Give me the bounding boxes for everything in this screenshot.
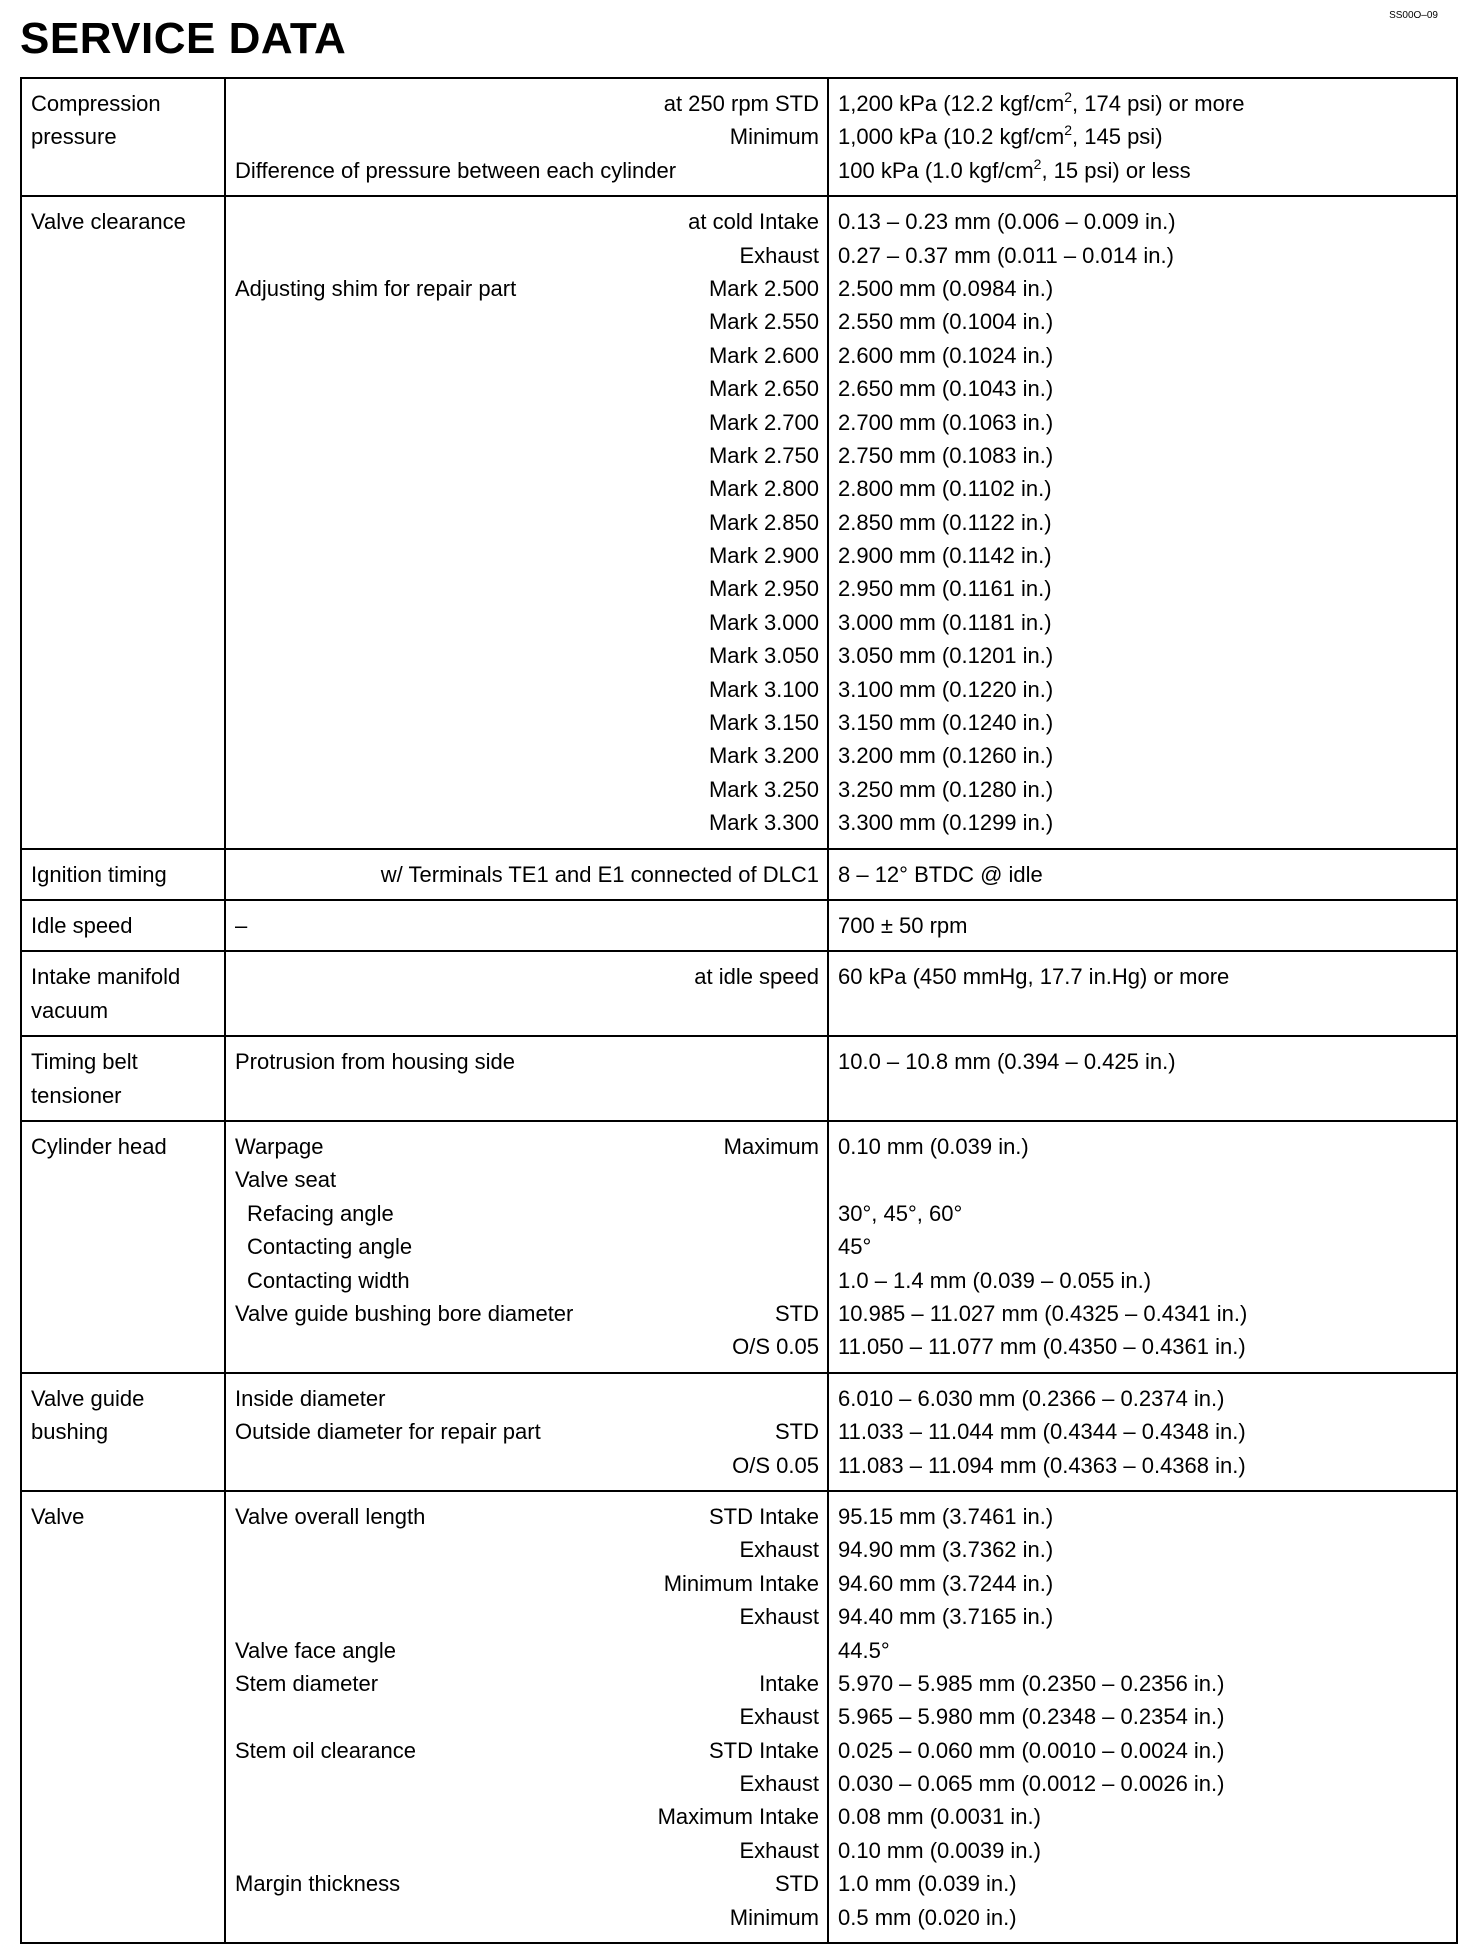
superscript: 2 xyxy=(1033,155,1042,172)
spec-value: 0.10 mm (0.0039 in.) xyxy=(838,1837,1041,1863)
condition-label: Margin thickness xyxy=(235,1871,401,1897)
condition-qualifier: Mark 2.800 xyxy=(708,476,819,502)
condition-cell xyxy=(225,900,828,951)
condition-line xyxy=(235,909,819,942)
spec-row xyxy=(21,1121,1457,1373)
spec-row xyxy=(21,849,1457,900)
condition-label xyxy=(235,305,709,338)
condition-line xyxy=(235,773,819,806)
condition-qualifier: Exhaust xyxy=(739,1704,819,1730)
spec-value: 0.5 mm (0.020 in.) xyxy=(838,1904,1017,1930)
condition-label xyxy=(235,1567,664,1600)
condition-qualifier: STD Intake xyxy=(708,1737,819,1763)
condition-line xyxy=(235,572,819,605)
spec-value: 2.650 mm (0.1043 in.) xyxy=(838,376,1054,402)
spec-value: 2.800 mm (0.1102 in.) xyxy=(838,476,1052,502)
item-name-cell: Valve guide bushing xyxy=(21,1373,225,1491)
condition-line xyxy=(235,1533,819,1566)
condition-label xyxy=(235,572,709,605)
spec-value: 0.08 mm (0.0031 in.) xyxy=(838,1804,1041,1830)
condition-qualifier: Exhaust xyxy=(739,1771,819,1797)
condition-qualifier: Minimum xyxy=(729,124,819,150)
condition-line xyxy=(235,858,819,891)
condition-line xyxy=(235,673,819,706)
condition-line xyxy=(235,472,819,505)
condition-label xyxy=(235,205,688,238)
spec-value: 11.050 – 11.077 mm (0.4350 – 0.4361 in.) xyxy=(838,1334,1246,1360)
condition-line xyxy=(235,506,819,539)
condition-line xyxy=(235,960,819,993)
condition-line xyxy=(235,1415,819,1448)
value-cell xyxy=(828,1121,1457,1373)
condition-label: Valve face angle xyxy=(235,1637,397,1663)
condition-line xyxy=(235,994,819,1027)
condition-line xyxy=(235,1330,819,1363)
condition-line xyxy=(235,239,819,272)
spec-value: 1.0 mm (0.039 in.) xyxy=(838,1871,1017,1897)
condition-line xyxy=(235,1867,819,1900)
condition-label xyxy=(235,539,709,572)
condition-line xyxy=(235,272,819,305)
condition-cell xyxy=(225,78,828,196)
condition-qualifier: at 250 rpm STD xyxy=(663,91,819,116)
condition-qualifier: O/S 0.05 xyxy=(732,1452,819,1478)
condition-qualifier: w/ Terminals TE1 and E1 connected of DLC1 xyxy=(380,861,819,887)
spec-row xyxy=(21,1491,1457,1943)
condition-qualifier: STD Intake xyxy=(708,1503,819,1529)
condition-label xyxy=(235,1330,732,1363)
spec-row xyxy=(21,951,1457,1036)
condition-label xyxy=(235,439,709,472)
superscript: 2 xyxy=(1064,122,1073,139)
condition-line xyxy=(235,1500,819,1533)
condition-label: Valve guide bushing bore diameter xyxy=(235,1300,574,1326)
spec-value: 3.200 mm (0.1260 in.) xyxy=(838,743,1054,769)
condition-label xyxy=(235,339,709,372)
item-name-cell: Timing belt tensioner xyxy=(21,1036,225,1121)
spec-value: 1,000 kPa (10.2 kgf/$cm^2$, 145 psi) xyxy=(838,122,1163,150)
condition-label xyxy=(235,506,709,539)
spec-value: 94.40 mm (3.7165 in.) xyxy=(838,1604,1054,1630)
condition-qualifier: STD xyxy=(775,1871,819,1897)
condition-qualifier: Mark 3.200 xyxy=(708,743,819,769)
spec-value: 3.250 mm (0.1280 in.) xyxy=(838,776,1054,802)
condition-qualifier: Exhaust xyxy=(739,1604,819,1630)
condition-qualifier: Maximum xyxy=(723,1134,819,1160)
spec-value: 1,200 kPa (12.2 kgf/$cm^2$, 174 psi) or more xyxy=(838,89,1245,116)
value-cell xyxy=(828,1373,1457,1491)
condition-label: Difference of pressure between each cylinder xyxy=(235,157,677,183)
condition-label: Contacting width xyxy=(247,1267,410,1293)
condition-label xyxy=(235,706,709,739)
condition-line xyxy=(235,1130,819,1163)
item-name-cell: Compression pressure xyxy=(21,78,225,196)
spec-value: 6.010 – 6.030 mm (0.2366 – 0.2374 in.) xyxy=(838,1385,1225,1411)
condition-qualifier: Mark 2.950 xyxy=(708,576,819,602)
condition-label: – xyxy=(235,913,248,938)
spec-value: 95.15 mm (3.7461 in.) xyxy=(838,1503,1054,1529)
condition-qualifier: Mark 2.900 xyxy=(708,543,819,569)
condition-line xyxy=(235,806,819,839)
condition-label: Stem oil clearance xyxy=(235,1737,416,1763)
condition-label xyxy=(235,994,819,1027)
condition-qualifier: Mark 2.550 xyxy=(708,309,819,335)
spec-value: 0.030 – 0.065 mm (0.0012 – 0.0026 in.) xyxy=(838,1771,1225,1797)
condition-cell xyxy=(225,1373,828,1491)
condition-qualifier: Mark 3.100 xyxy=(708,676,819,702)
value-cell xyxy=(828,78,1457,196)
condition-label xyxy=(235,239,740,272)
condition-label xyxy=(235,472,709,505)
condition-line xyxy=(235,1834,819,1867)
condition-cell xyxy=(225,1491,828,1943)
condition-label xyxy=(235,1901,730,1934)
spec-value: 45° xyxy=(838,1234,872,1260)
condition-qualifier: Mark 2.750 xyxy=(708,442,819,468)
spec-value: 2.500 mm (0.0984 in.) xyxy=(838,275,1054,301)
condition-line xyxy=(235,205,819,238)
condition-qualifier: Intake xyxy=(759,1670,819,1696)
spec-value: 100 kPa (1.0 kgf/$cm^2$, 15 psi) or less xyxy=(838,155,1191,183)
condition-qualifier: Mark 2.600 xyxy=(708,342,819,368)
spec-value: 3.050 mm (0.1201 in.) xyxy=(838,643,1054,669)
condition-label: Adjusting shim for repair part xyxy=(235,275,517,301)
service-data-body xyxy=(21,78,1457,1943)
condition-line xyxy=(235,1449,819,1482)
condition-label xyxy=(235,1834,740,1867)
item-name-cell: Idle speed xyxy=(21,900,225,951)
condition-label: Contacting angle xyxy=(247,1234,413,1260)
spec-row xyxy=(21,78,1457,196)
item-name-cell: Valve clearance xyxy=(21,196,225,848)
condition-label xyxy=(235,1800,658,1833)
condition-line xyxy=(235,439,819,472)
condition-line xyxy=(235,154,819,187)
condition-line xyxy=(235,1264,819,1297)
spec-value: 2.950 mm (0.1161 in.) xyxy=(838,576,1052,602)
condition-line xyxy=(235,1230,819,1263)
condition-label xyxy=(235,1600,740,1633)
condition-qualifier: at idle speed xyxy=(694,964,819,990)
spec-value: 2.750 mm (0.1083 in.) xyxy=(838,442,1054,468)
condition-label xyxy=(235,858,381,891)
condition-label xyxy=(235,1533,740,1566)
spec-value: 10.985 – 11.027 mm (0.4325 – 0.4341 in.) xyxy=(838,1300,1248,1326)
item-name-cell: Cylinder head xyxy=(21,1121,225,1373)
condition-line xyxy=(235,1382,819,1415)
spec-value: 3.300 mm (0.1299 in.) xyxy=(838,810,1054,836)
condition-line xyxy=(235,1767,819,1800)
value-cell xyxy=(828,849,1457,900)
spec-value: 10.0 – 10.8 mm (0.394 – 0.425 in.) xyxy=(838,1049,1176,1075)
condition-qualifier: Mark 2.700 xyxy=(708,409,819,435)
spec-value: 44.5° xyxy=(838,1637,890,1663)
condition-qualifier: Minimum xyxy=(729,1904,819,1930)
page-title: SERVICE DATA xyxy=(20,14,347,63)
condition-line xyxy=(235,739,819,772)
condition-qualifier: Mark 3.150 xyxy=(708,710,819,736)
condition-label: Refacing angle xyxy=(247,1200,394,1226)
condition-qualifier: Maximum Intake xyxy=(657,1804,819,1830)
condition-cell xyxy=(225,1036,828,1121)
condition-label xyxy=(235,1767,740,1800)
value-cell xyxy=(828,1036,1457,1121)
condition-line xyxy=(235,87,819,120)
condition-label xyxy=(235,87,664,120)
condition-line xyxy=(235,305,819,338)
condition-qualifier: Mark 3.250 xyxy=(708,776,819,802)
condition-line xyxy=(235,1634,819,1667)
condition-qualifier: Mark 2.500 xyxy=(708,275,819,301)
condition-line xyxy=(235,406,819,439)
condition-line xyxy=(235,639,819,672)
condition-label xyxy=(235,120,730,153)
condition-label: Valve seat xyxy=(235,1167,337,1193)
spec-value: 2.600 mm (0.1024 in.) xyxy=(838,342,1054,368)
spec-value xyxy=(838,1079,1448,1112)
condition-line xyxy=(235,1901,819,1934)
condition-label: Warpage xyxy=(235,1134,324,1160)
condition-cell xyxy=(225,1121,828,1373)
condition-label xyxy=(235,1079,819,1112)
spec-row xyxy=(21,1373,1457,1491)
spec-value: 30°, 45°, 60° xyxy=(838,1200,963,1226)
spec-value: 2.550 mm (0.1004 in.) xyxy=(838,309,1054,335)
condition-label xyxy=(235,406,709,439)
condition-line xyxy=(235,1667,819,1700)
spec-row xyxy=(21,1036,1457,1121)
spec-value: 5.965 – 5.980 mm (0.2348 – 0.2354 in.) xyxy=(838,1704,1225,1730)
spec-value: 5.970 – 5.985 mm (0.2350 – 0.2356 in.) xyxy=(838,1670,1225,1696)
condition-cell xyxy=(225,196,828,848)
spec-value: 8 – 12° BTDC @ idle xyxy=(838,861,1043,887)
condition-label: Protrusion from housing side xyxy=(235,1049,516,1075)
spec-row xyxy=(21,196,1457,848)
value-cell xyxy=(828,951,1457,1036)
condition-label xyxy=(235,1449,732,1482)
spec-value: 3.000 mm (0.1181 in.) xyxy=(838,609,1052,635)
spec-value: 3.150 mm (0.1240 in.) xyxy=(838,710,1054,736)
condition-label xyxy=(235,1700,740,1733)
item-name-cell: Intake manifold vacuum xyxy=(21,951,225,1036)
spec-value: 0.27 – 0.37 mm (0.011 – 0.014 in.) xyxy=(838,242,1174,268)
condition-line xyxy=(235,339,819,372)
condition-qualifier: STD xyxy=(775,1300,819,1326)
condition-qualifier: Mark 3.050 xyxy=(708,643,819,669)
spec-value xyxy=(838,994,1448,1027)
condition-line xyxy=(235,1600,819,1633)
condition-label xyxy=(235,639,709,672)
condition-line xyxy=(235,1567,819,1600)
condition-line xyxy=(235,1197,819,1230)
spec-value: 2.850 mm (0.1122 in.) xyxy=(838,509,1052,535)
condition-label xyxy=(235,739,709,772)
condition-label xyxy=(235,372,709,405)
spec-value: 2.900 mm (0.1142 in.) xyxy=(838,543,1052,569)
spec-value: 11.083 – 11.094 mm (0.4363 – 0.4368 in.) xyxy=(838,1452,1246,1478)
spec-value: 60 kPa (450 mmHg, 17.7 in.Hg) or more xyxy=(838,964,1230,990)
value-cell xyxy=(828,196,1457,848)
item-name-cell: Valve xyxy=(21,1491,225,1943)
condition-qualifier: Exhaust xyxy=(739,1537,819,1563)
superscript: 2 xyxy=(1064,89,1073,105)
service-data-table xyxy=(20,77,1458,1944)
condition-line xyxy=(235,1734,819,1767)
condition-label xyxy=(235,773,709,806)
value-cell xyxy=(828,1491,1457,1943)
condition-cell xyxy=(225,849,828,900)
condition-line xyxy=(235,706,819,739)
condition-line xyxy=(235,1800,819,1833)
condition-qualifier: Mark 3.000 xyxy=(708,609,819,635)
condition-line xyxy=(235,1297,819,1330)
condition-label: Outside diameter for repair part xyxy=(235,1419,541,1445)
condition-line xyxy=(235,372,819,405)
condition-qualifier: Minimum Intake xyxy=(663,1570,819,1596)
spec-value: 0.025 – 0.060 mm (0.0010 – 0.0024 in.) xyxy=(838,1737,1225,1763)
spec-value: 1.0 – 1.4 mm (0.039 – 0.055 in.) xyxy=(838,1267,1152,1293)
condition-qualifier: at cold Intake xyxy=(688,209,819,235)
condition-qualifier: Mark 2.650 xyxy=(708,376,819,402)
spec-value: 11.033 – 11.044 mm (0.4344 – 0.4348 in.) xyxy=(838,1419,1246,1445)
condition-line xyxy=(235,1079,819,1112)
condition-qualifier: Exhaust xyxy=(739,242,819,268)
condition-label: Stem diameter xyxy=(235,1670,379,1696)
condition-label xyxy=(235,960,694,993)
condition-qualifier: Mark 3.300 xyxy=(708,810,819,836)
spec-value xyxy=(838,1163,1448,1196)
condition-line xyxy=(235,120,819,153)
item-name-cell: Ignition timing xyxy=(21,849,225,900)
spec-value: 0.10 mm (0.039 in.) xyxy=(838,1134,1029,1160)
spec-value: 94.60 mm (3.7244 in.) xyxy=(838,1570,1054,1596)
condition-qualifier: STD xyxy=(775,1419,819,1445)
condition-label xyxy=(235,606,709,639)
condition-qualifier: O/S 0.05 xyxy=(732,1334,819,1360)
condition-label: Valve overall length xyxy=(235,1503,426,1529)
condition-label xyxy=(235,673,709,706)
spec-value: 700 ± 50 rpm xyxy=(838,913,968,938)
condition-label xyxy=(235,806,709,839)
condition-cell xyxy=(225,951,828,1036)
condition-line xyxy=(235,539,819,572)
document-code: SS00O–09 xyxy=(1389,10,1438,21)
condition-qualifier: Mark 2.850 xyxy=(708,509,819,535)
spec-value: 3.100 mm (0.1220 in.) xyxy=(838,676,1054,702)
condition-label: Inside diameter xyxy=(235,1385,386,1411)
condition-line xyxy=(235,1045,819,1078)
spec-row xyxy=(21,900,1457,951)
condition-line xyxy=(235,1163,819,1196)
spec-value: 0.13 – 0.23 mm (0.006 – 0.009 in.) xyxy=(838,209,1176,235)
spec-value: 2.700 mm (0.1063 in.) xyxy=(838,409,1054,435)
condition-line xyxy=(235,1700,819,1733)
spec-value: 94.90 mm (3.7362 in.) xyxy=(838,1537,1054,1563)
condition-qualifier: Exhaust xyxy=(739,1837,819,1863)
condition-line xyxy=(235,606,819,639)
value-cell xyxy=(828,900,1457,951)
